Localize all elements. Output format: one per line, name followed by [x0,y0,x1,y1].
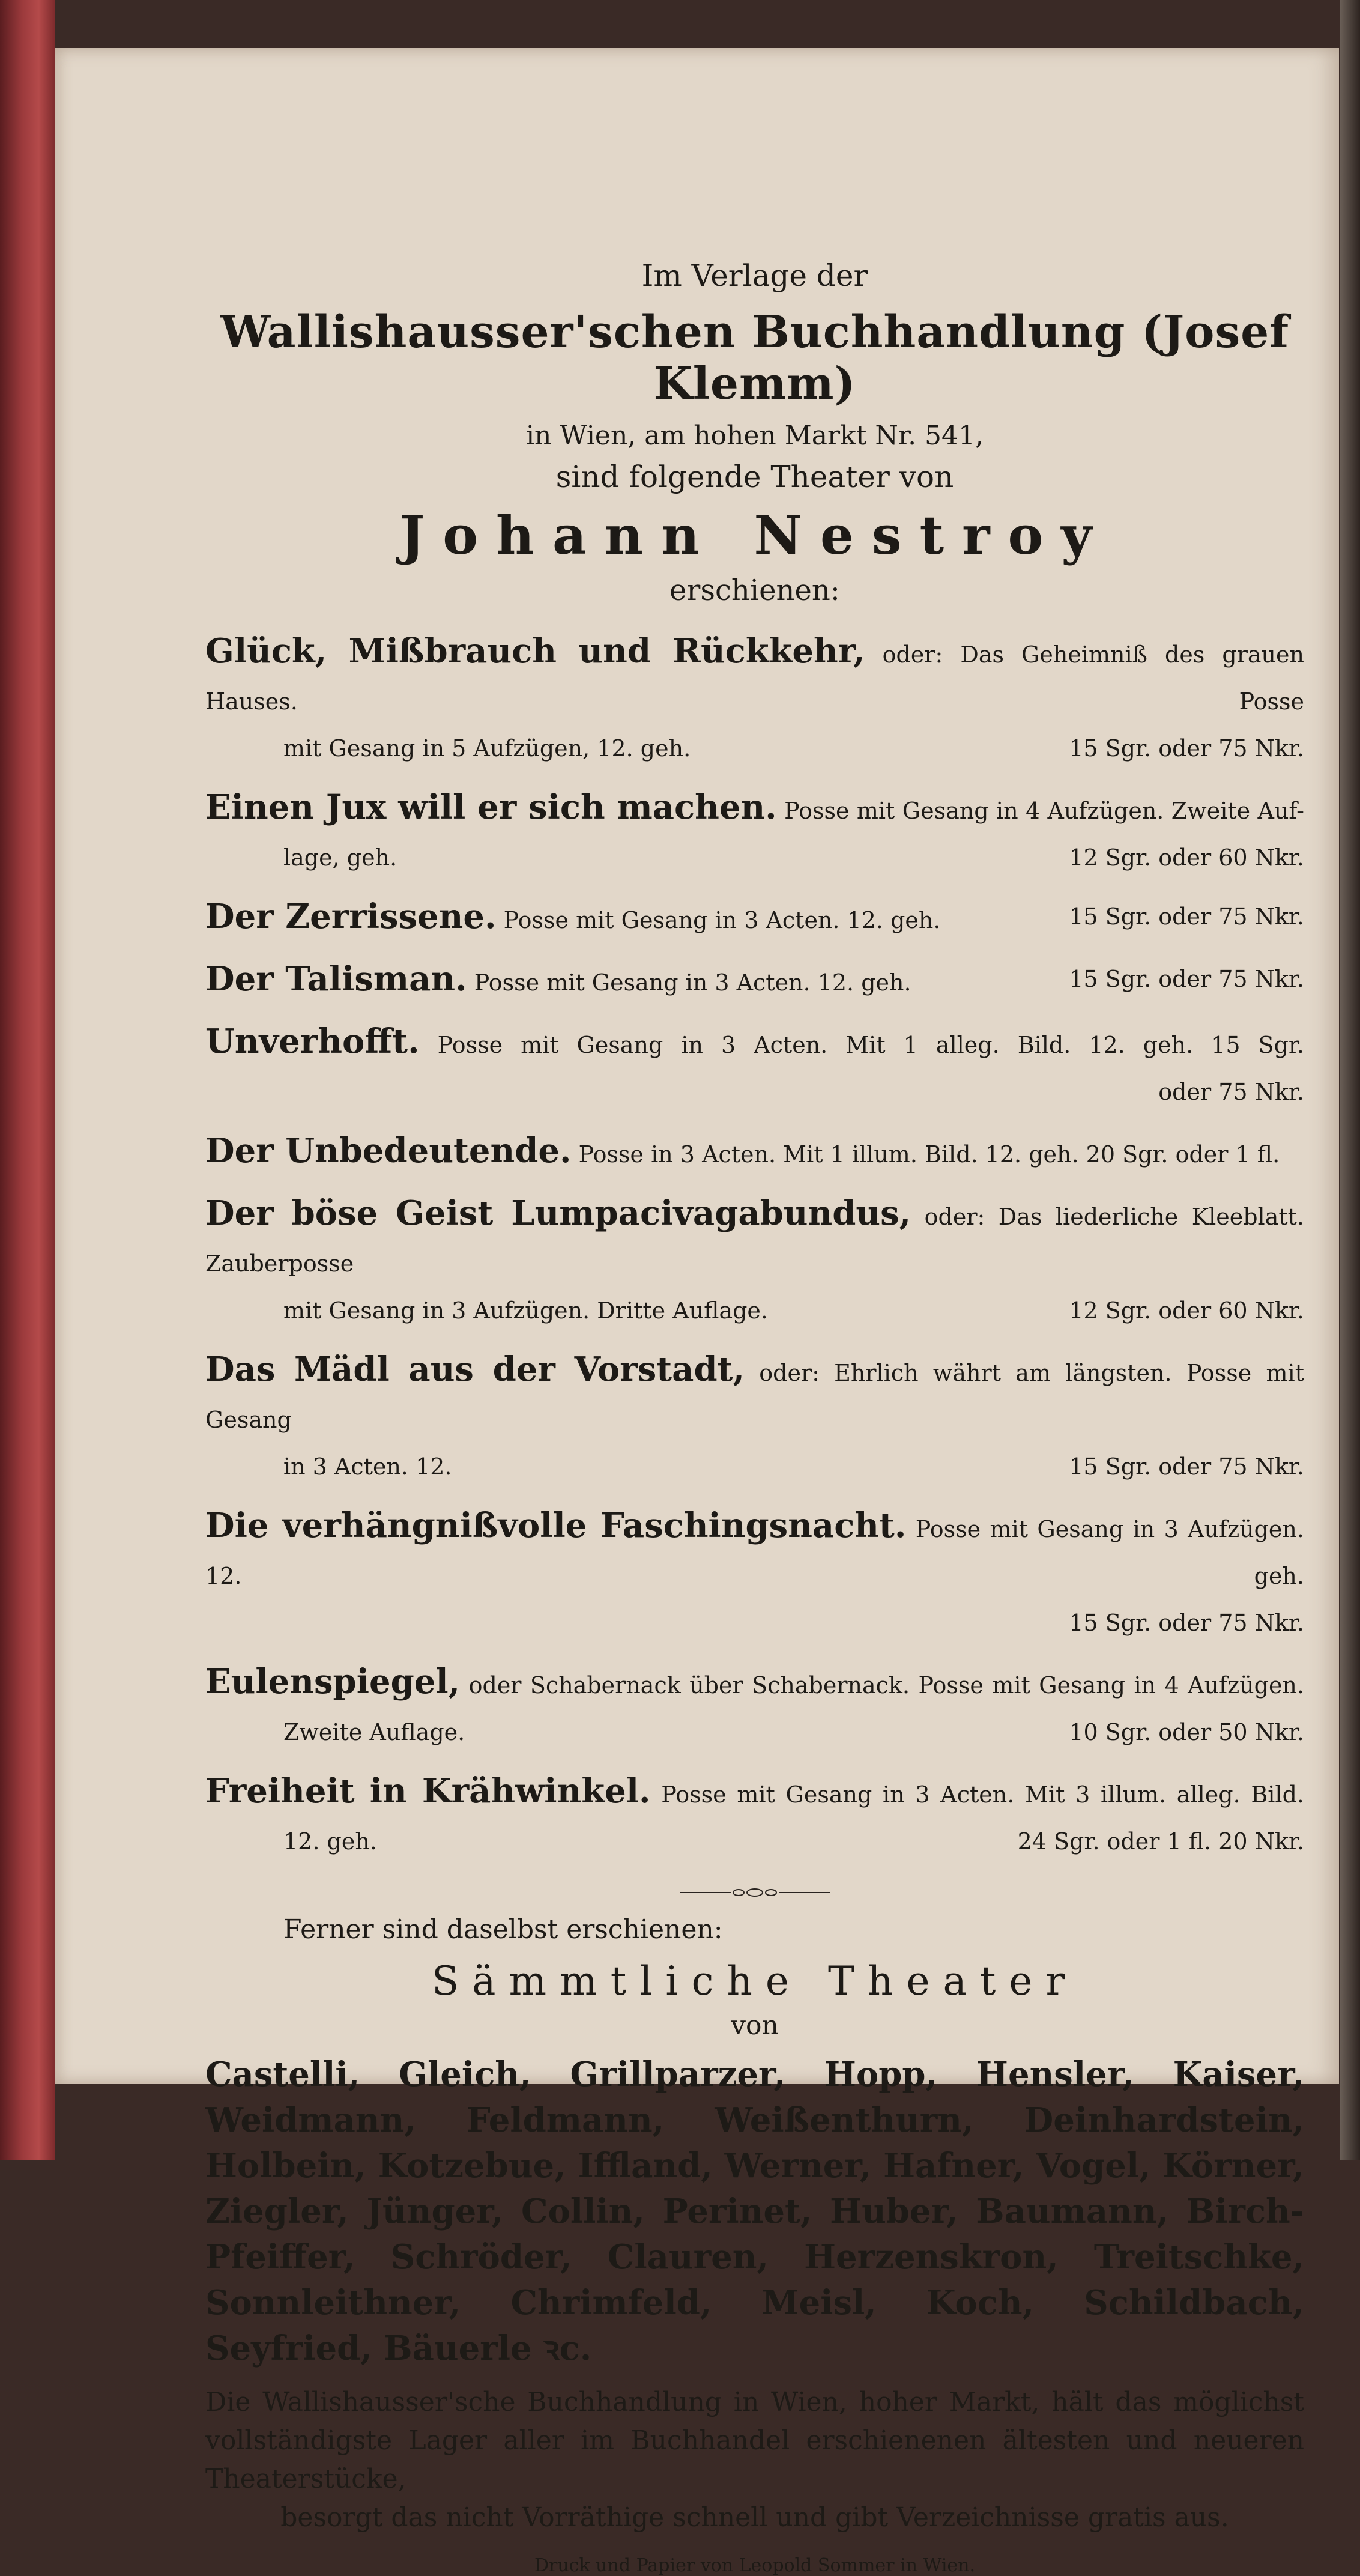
work-title: Freiheit in Krähwinkel. [205,1771,651,1811]
work-title: Der böse Geist Lumpacivagabundus, [205,1193,911,1233]
book-right-edge [1340,0,1360,2160]
further-intro: Ferner sind daselbst erschienen: [283,1914,723,1945]
work-entry [205,1190,1304,1334]
work-title: Das Mädl aus der Vorstadt, [205,1350,745,1389]
work-price: 12 Sgr. oder 60 Nkr. [1069,1297,1304,1324]
work-details: lage, geh. [283,844,397,871]
work-entry [205,1127,1304,1178]
work-details: in 3 Acten. 12. [283,1453,452,1480]
work-price: 12 Sgr. oder 60 Nkr. [1069,844,1304,871]
work-description: Posse mit Gesang in 3 Acten. 12. geh. [474,969,911,996]
authors-list: Castelli, Gleich, Grillparzer, Hopp, Hensler, Kaiser, Weidmann, Feldmann, Weißenthurn, Deinhardstein, Holbein, Kotzebue, Iffland, Werner, Hafner, Vogel, Körner, Ziegler, Jünger, Collin, Perinet, Huber, Baumann, Birch-Pfeiffer, Schröder, Clauren, Herzenskron, Treitschke, Sonnleithner, Chrimfeld, Meisl, Koch, Schildbach, Seyfried, Bäuerle ꝛc. [205,2055,1304,2368]
work-price: 15 Sgr. oder 75 Nkr. [1069,966,1304,992]
work-price: 15 Sgr. oder 75 Nkr. [1069,1610,1304,1636]
work-title: Der Unbedeutende. [205,1131,572,1171]
work-title: Der Talisman. [205,959,467,999]
work-entry [205,1346,1304,1490]
work-description: oder: Das liederliche Kleeblatt. Zauberposse [205,1204,1304,1277]
author-name: Johann Nestroy [399,504,1110,566]
work-details: mit Gesang in 3 Aufzügen. Dritte Auflage. [283,1297,768,1324]
von-label: von [731,2010,779,2041]
work-description: Posse in 3 Acten. Mit 1 illum. Bild. 12. geh. 20 Sgr. oder 1 fl. [578,1141,1280,1168]
appeared-label: erschienen: [669,574,840,607]
work-description: Posse mit Gesang in 3 Acten. Mit 1 alleg. Bild. 12. geh. 15 Sgr. [437,1032,1304,1058]
work-details: 12. geh. [283,1828,377,1855]
work-description: oder Schabernack über Schabernack. Posse mit Gesang in 4 Aufzügen. [468,1672,1304,1699]
publisher-address: in Wien, am hohen Markt Nr. 541, [525,420,984,451]
work-description: oder: Ehrlich währt am längsten. Posse mit Gesang [205,1360,1304,1433]
work-description: Posse mit Gesang in 3 Acten. 12. geh. [503,907,941,933]
work-entry [205,1502,1304,1646]
work-entry [205,784,1304,881]
work-entry [205,1658,1304,1756]
work-description: Posse mit Gesang in 3 Aufzügen. 12. geh. [205,1516,1304,1589]
work-price: oder 75 Nkr. [1158,1079,1304,1105]
work-description: Posse mit Gesang in 3 Acten. Mit 3 illum. alleg. Bild. [661,1781,1304,1808]
work-price: 15 Sgr. oder 75 Nkr. [1069,1453,1304,1480]
subline: sind folgende Theater von [555,459,954,494]
works-list [205,628,1304,1865]
work-title: Die verhängnißvolle Faschingsnacht. [205,1506,907,1545]
bookstore-notice [205,2383,1304,2537]
work-title: Unverhofft. [205,1022,420,1061]
work-entry [205,1768,1304,1865]
work-title: Glück, Mißbrauch und Rückkehr, [205,631,865,671]
page-content [205,258,1304,2576]
work-title: Einen Jux will er sich machen. [205,787,777,827]
bookstore-text: Die Wallishausser'sche Buchhandlung in Wien, hoher Markt, hält das möglichst vollständigste Lager aller im Buchhandel erschienenen ältesten und neueren Theaterstücke, [205,2387,1304,2494]
work-title: Der Zerrissene. [205,897,497,936]
work-price: 15 Sgr. oder 75 Nkr. [1069,903,1304,930]
book-page [55,48,1339,2576]
work-entry [205,628,1304,772]
work-details: Zweite Auflage. [283,1719,465,1745]
publisher-name: Wallishausser'schen Buchhandlung (Josef Klemm) [220,306,1290,410]
book-spine-edge [0,0,55,2160]
work-details: mit Gesang in 5 Aufzügen, 12. geh. [283,735,691,762]
work-entry [205,893,1304,944]
bookstore-text-last: besorgt das nicht Vorräthige schnell und gibt Verzeichnisse gratis aus. [280,2502,1229,2533]
work-price: 15 Sgr. oder 75 Nkr. [1069,735,1304,762]
imprint-line: Im Verlage der [641,258,868,293]
work-description: Posse mit Gesang in 4 Aufzügen. Zweite Auf- [784,798,1304,824]
printer-line: Druck und Papier von Leopold Sommer in Wien. [534,2555,976,2576]
work-description: oder: Das Geheimniß des grauen Hauses. Posse [205,641,1304,715]
work-entry [205,956,1304,1006]
work-price: 10 Sgr. oder 50 Nkr. [1069,1719,1304,1745]
work-title: Eulenspiegel, [205,1662,461,1702]
work-price: 24 Sgr. oder 1 fl. 20 Nkr. [1017,1828,1304,1855]
work-entry [205,1018,1304,1115]
ornament-divider [680,1888,830,1897]
collected-theater-title: Sämmtliche Theater [431,1958,1078,2004]
